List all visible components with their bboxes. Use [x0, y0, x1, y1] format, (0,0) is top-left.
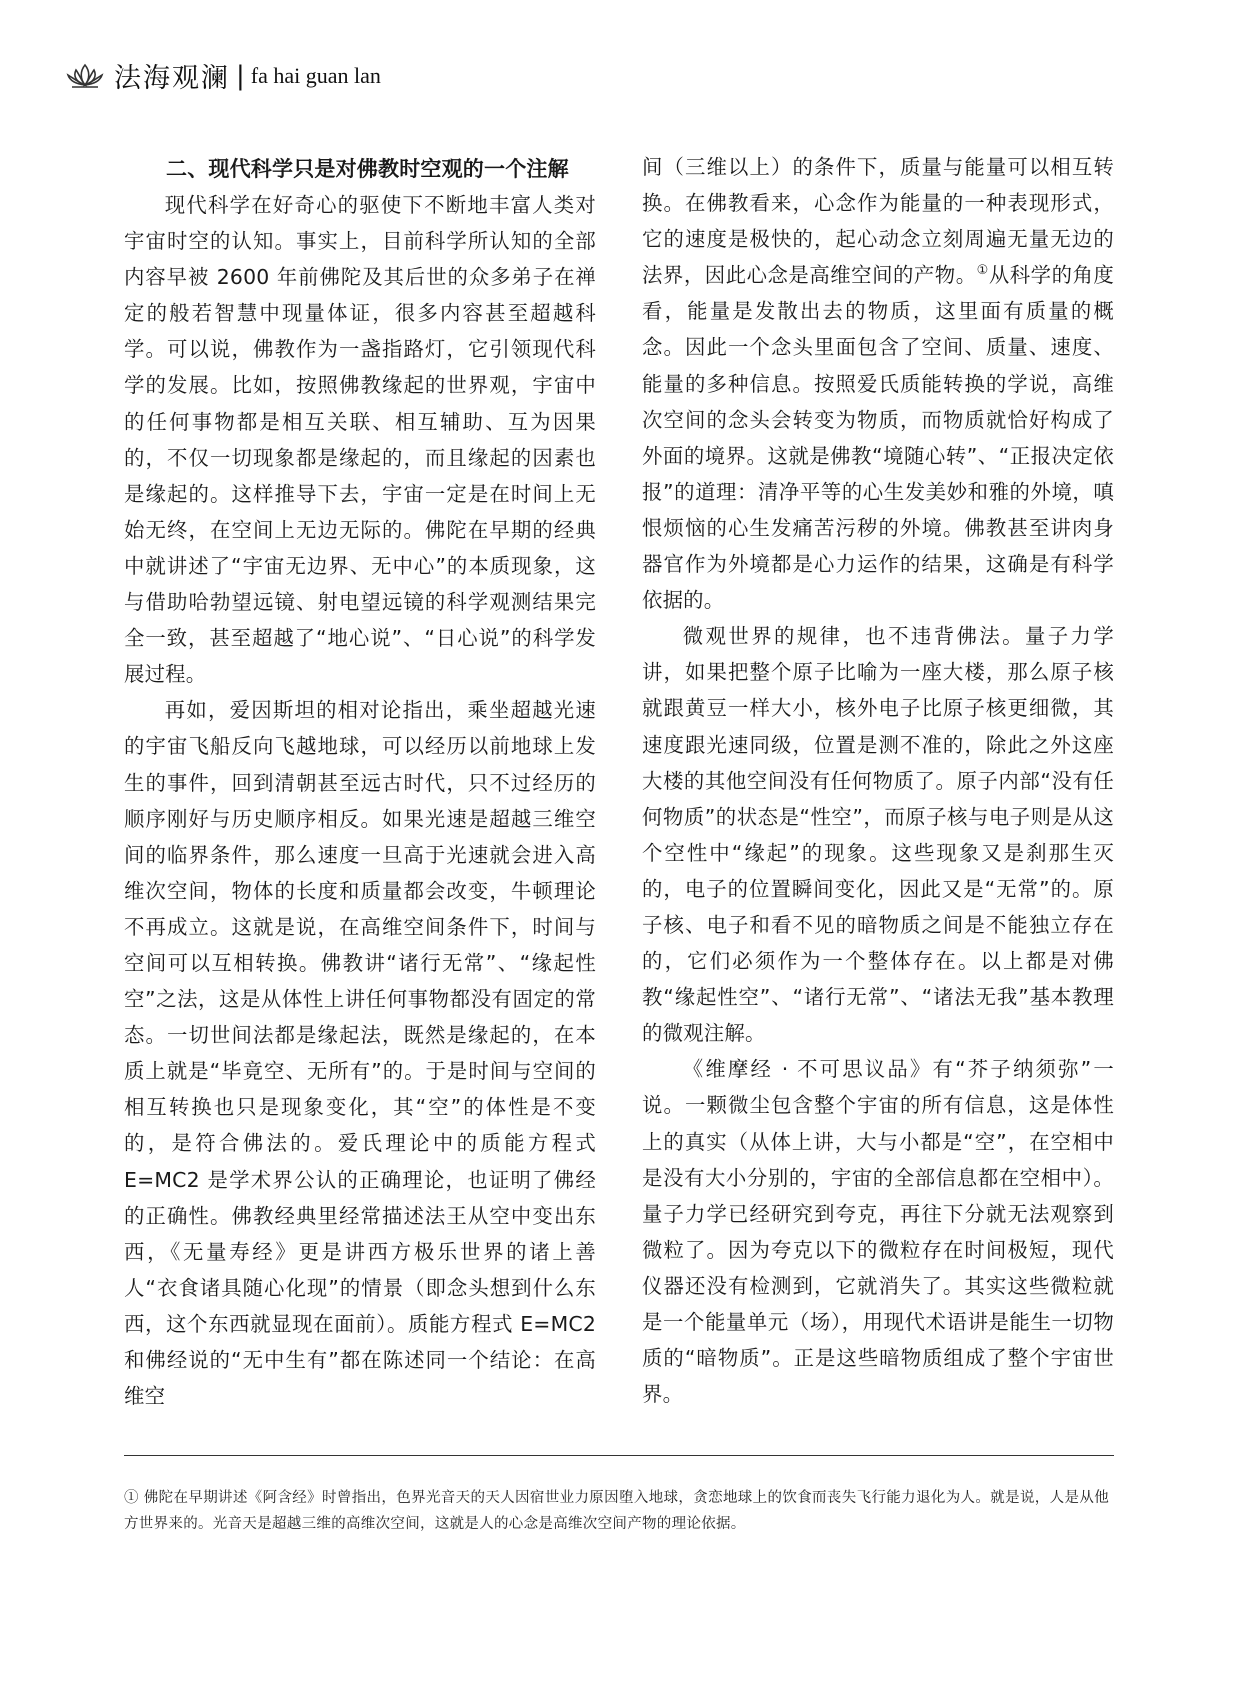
left-column: [124, 151, 596, 1414]
magazine-column-title: 法海观澜: [114, 63, 230, 94]
body-paragraph-continued: [642, 149, 1114, 618]
footnote-divider: [124, 1455, 1114, 1456]
header-separator: |: [236, 60, 245, 91]
magazine-column-title-pinyin: fa hai guan lan: [250, 62, 381, 88]
body-paragraph: 现代科学在好奇心的驱使下不断地丰富人类对宇宙时空的认知。事实上，目前科学所认知的全部内容早被 2600 年前佛陀及其后世的众多弟子在禅定的般若智慧中现量体证，很多内容甚至超越科学。可以说，佛教作为一盏指路灯，它引领现代科学的发展。比如，按照佛教缘起的世界观，宇宙中的任何事物都是相互关联、相互辅助、互为因果的，不仅一切现象都是缘起的，而且缘起的因素也是缘起的。这样推导下去，宇宙一定是在时间上无始无终，在空间上无边无际的。佛陀在早期的经典中就讲述了“宇宙无边界、无中心”的本质现象，这与借助哈勃望远镜、射电望远镜的科学观测结果完全一致，甚至超越了“地心说”、“日心说”的科学发展过程。: [124, 193, 596, 687]
right-column: [642, 149, 1114, 1412]
body-paragraph: 《维摩经 · 不可思议品》有“芥子纳须弥”一说。一颗微尘包含整个宇宙的所有信息，这是体性上的真实（从体上讲，大与小都是“空”，在空相中是没有大小分别的，宇宙的全部信息都在空相中）。量子力学已经研究到夸克，再往下分就无法观察到微粒了。因为夸克以下的微粒存在时间极短，现代仪器还没有检测到，它就消失了。其实这些微粒就是一个能量单元（场），用现代术语讲是能生一切物质的“暗物质”。正是这些暗物质组成了整个宇宙世界。: [642, 1057, 1114, 1407]
page-header: [64, 56, 381, 95]
body-paragraph: 再如，爱因斯坦的相对论指出，乘坐超越光速的宇宙飞船反向飞越地球，可以经历以前地球上发生的事件，回到清朝甚至远古时代，只不过经历的顺序刚好与历史顺序相反。如果光速是超越三维空间的临界条件，那么速度一旦高于光速就会进入高维次空间，物体的长度和质量都会改变，牛顿理论不再成立。这就是说，在高维空间条件下，时间与空间可以互相转换。佛教讲“诸行无常”、“缘起性空”之法，这是从体性上讲任何事物都没有固定的常态。一切世间法都是缘起法，既然是缘起的，在本质上就是“毕竟空、无所有”的。于是时间与空间的相互转换也只是现象变化，其“空”的体性是不变的，是符合佛法的。爱氏理论中的质能方程式 E=MC2 是学术界公认的正确理论，也证明了佛经的正确性。佛教经典里经常描述法王从空中变出东西，《无量寿经》更是讲西方极乐世界的诸上善人“衣食诸具随心化现”的情景（即念头想到什么东西，这个东西就显现在面前）。质能方程式 E=MC2 和佛经说的“无中生有”都在陈述同一个结论：在高维空: [124, 698, 596, 1409]
footnote-marker: ①: [976, 263, 989, 279]
body-paragraph: 微观世界的规律，也不违背佛法。量子力学讲，如果把整个原子比喻为一座大楼，那么原子核就跟黄豆一样大小，核外电子比原子核更细微，其速度跟光速同级，位置是测不准的，除此之外这座大楼的其他空间没有任何物质了。原子内部“没有任何物质”的状态是“性空”，而原子核与电子则是从这个空性中“缘起”的现象。这些现象又是刹那生灭的，电子的位置瞬间变化，因此又是“无常”的。原子核、电子和看不见的暗物质之间是不能独立存在的，它们必须作为一个整体存在。以上都是对佛教“缘起性空”、“诸行无常”、“诸法无我”基本教理的微观注解。: [642, 624, 1114, 1046]
paragraph-text: 从科学的角度看，能量是发散出去的物质，这里面有质量的概念。因此一个念头里面包含了空间、质量、速度、能量的多种信息。按照爱氏质能转换的学说，高维次空间的念头会转变为物质，而物质就恰好构成了外面的境界。这就是佛教“境随心转”、“正报决定依报”的道理：清净平等的心生发美妙和雅的外境，嗔恨烦恼的心生发痛苦污秽的外境。佛教甚至讲肉身器官作为外境都是心力运作的结果，这确是有科学依据的。: [642, 263, 1115, 613]
footnote: ① 佛陀在早期讲述《阿含经》时曾指出，色界光音天的天人因宿世业力原因堕入地球，贪恋地球上的饮食而丧失飞行能力退化为人。就是说，人是从他方世界来的。光音天是超越三维的高维次空间，这就是人的心念是高维次空间产物的理论依据。: [124, 1490, 1109, 1532]
lotus-icon: [64, 61, 106, 91]
section-heading: 二、现代科学只是对佛教时空观的一个注解: [166, 157, 569, 181]
paragraph-text: 间（三维以上）的条件下，质量与能量可以相互转换。在佛教看来，心念作为能量的一种表现形式，它的速度是极快的，起心动念立刻周遍无量无边的法界，因此心念是高维空间的产物。: [642, 155, 1114, 288]
